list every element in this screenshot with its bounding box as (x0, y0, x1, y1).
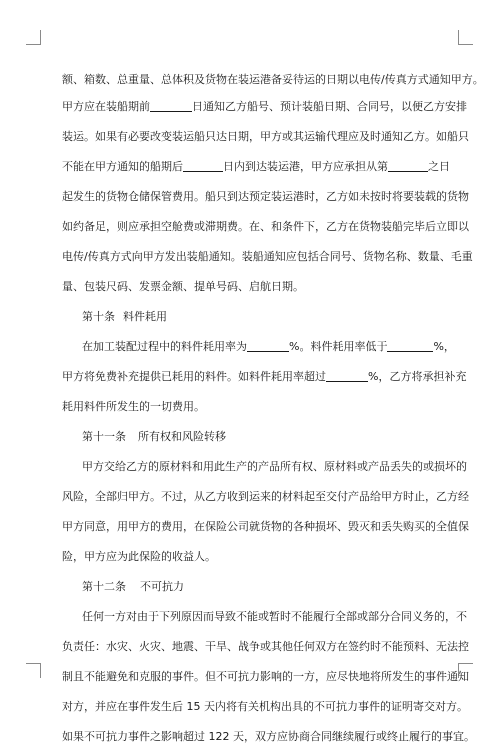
article-10-line-3: 耗用料件所发生的一切费用。 (62, 400, 205, 413)
intro-line-1: 额、箱数、总重量、总体积及货物在装运港备妥待运的日期以电传/传真方式通知甲方。 (62, 73, 484, 86)
fill-blank (150, 100, 192, 112)
intro-line-7: 电传/传真方式向甲方发出装船通知。装船通知应包括合同号、货物名称、数量、毛重 (62, 250, 473, 263)
article-12-heading (62, 572, 447, 602)
article-12-line-3: 制且不能避免和克服的事件。但不可抗力影响的一方，应尽快地将所发生的事件通知 (62, 670, 469, 683)
fill-blank (247, 340, 289, 352)
intro-line-6: 如约备足，则应承担空舱费或滞期费。在、和条件下，乙方在货物装船完毕后立即以 (62, 220, 469, 233)
fill-blank (387, 340, 433, 352)
article-11-heading (62, 422, 447, 452)
intro-line-4: 不能在甲方通知的船期后 日内到达装运港，甲方应承担从第 之日 (62, 160, 450, 173)
article-number: 第十二条 (82, 580, 126, 593)
article-11-line-1: 甲方交给乙方的原材料和用此生产的产品所有权、原材料或产品丢失的或损坏的 (82, 460, 467, 473)
article-12-line-5: 如果不可抗力事件之影响超过 122 天，双方应协商合同继续履行或终止履行的事宜。 (62, 730, 475, 743)
article-12-line-4: 对方，并应在事件发生后 15 天内将有关机构出具的不可抗力事件的证明寄交对方。 (62, 700, 468, 713)
intro-line-3: 装运。如果有必要改变装运船只达日期，甲方或其运输代理应及时通知乙方。如船只 (62, 130, 469, 143)
article-10-heading (62, 302, 447, 332)
crop-mark-bottom-left (26, 663, 41, 678)
article-number: 第十条 (82, 310, 115, 323)
crop-mark-top-right (458, 30, 473, 45)
document-body (62, 68, 484, 752)
intro-line-5: 起发生的货物仓储保管费用。船只到达预定装运港时，乙方如未按时将要装载的货物 (62, 190, 469, 203)
article-title: 所有权和风险转移 (138, 430, 226, 443)
article-12-line-1: 任何一方对由于下列原因而导致不能或暂时不能履行全部或部分合同义务的，不 (82, 610, 467, 623)
intro-line-8: 量、包装尺码、发票金额、提单号码、启航日期。 (62, 280, 304, 293)
fill-blank (326, 370, 368, 382)
article-number: 第十一条 (82, 430, 126, 443)
article-10-line-2: 甲方将免费补充提供已耗用的料件。如料件耗用率超过 %，乙方将承担补充 (62, 370, 467, 383)
fill-blank (388, 160, 428, 172)
article-11-line-3: 甲方同意，用甲方的费用，在保险公司就货物的各种损坏、毁灭和丢失购买的全值保 (62, 520, 469, 533)
article-12-line-2: 负责任：水灾、火灾、地震、干旱、战争或其他任何双方在签约时不能预料、无法控 (62, 640, 469, 653)
article-title: 不可抗力 (140, 580, 184, 593)
article-11-line-4: 险，甲方应为此保险的收益人。 (62, 550, 216, 563)
article-10-line-1: 在加工装配过程中的料件耗用率为 %。料件耗用率低于 %， (82, 340, 455, 353)
article-11-line-2: 风险，全部归甲方。不过，从乙方收到运来的材料起至交付产品给甲方时止，乙方经 (62, 490, 469, 503)
intro-line-2: 甲方应在装船期前 日通知乙方船号、预计装船日期、合同号，以便乙方安排 (62, 100, 467, 113)
fill-blank (183, 160, 223, 172)
article-title: 料件耗用 (123, 310, 167, 323)
crop-mark-top-left (26, 30, 41, 45)
